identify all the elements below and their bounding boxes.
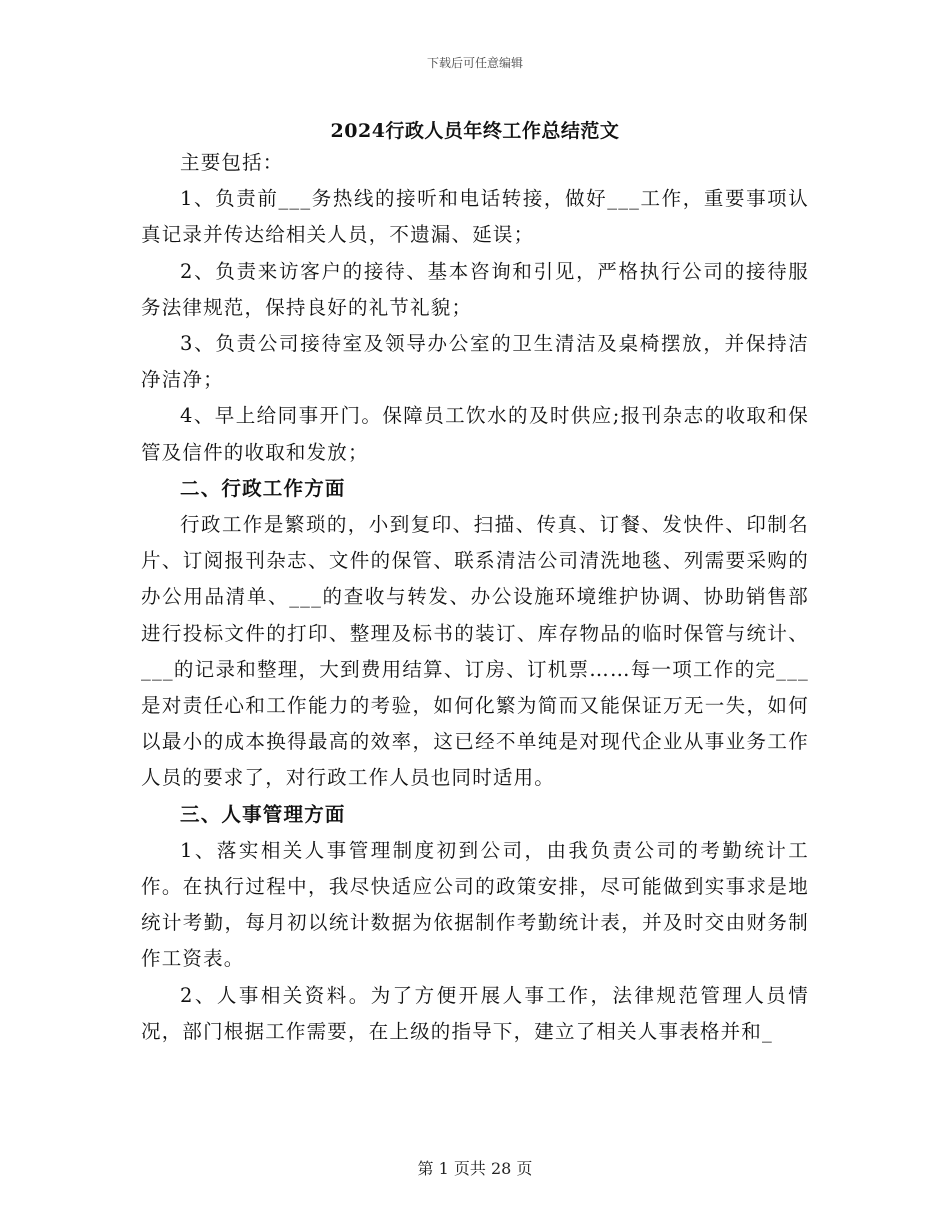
- paragraph-intro: 主要包括：: [180, 151, 284, 174]
- paragraph-item-2: 2、负责来访客户的接待、基本咨询和引见，严格执行公司的接待服务法律规范，保持良好的礼节礼貌；: [141, 259, 809, 319]
- document-title: 2024行政人员年终工作总结范文: [330, 120, 620, 142]
- paragraph-item-1: 1、负责前___务热线的接听和电话转接，做好___工作，重要事项认真记录并传达给相关人员，不遗漏、延误；: [141, 187, 809, 247]
- header-note: 下载后可任意编辑: [426, 56, 523, 70]
- page-number-footer: 第 1 页共 28 页: [417, 1159, 533, 1178]
- section-heading-admin: 二、行政工作方面: [180, 476, 346, 500]
- paragraph-admin-work: 行政工作是繁琐的，小到复印、扫描、传真、订餐、发快件、印制名片、订阅报刊杂志、文件的保管、联系清洁公司清洗地毯、列需要采购的办公用品清单、___的查收与转发、办公设施环境维护协调、协助销售部进行投标文件的打印、整理及标书的装订、库存物品的临时保管与统计、___的记录和整理，大到费用结算、订房、订机票……每一项工作的完___是对责任心和工作能力的考验，如何化繁为简而又能保证万无一失，如何以最小的成本换得最高的效率，这已经不单纯是对现代企业从事业务工作人员的要求了，对行政工作人员也同时适用。: [141, 513, 809, 790]
- paragraph-hr-2: 2、人事相关资料。为了方便开展人事工作，法律规范管理人员情况，部门根据工作需要，在上级的指导下，建立了相关人事表格并和_: [141, 983, 809, 1043]
- document-body: [141, 145, 809, 1050]
- paragraph-hr-1: 1、落实相关人事管理制度初到公司，由我负责公司的考勤统计工作。在执行过程中，我尽快适应公司的政策安排，尽可能做到实事求是地统计考勤，每月初以统计数据为依据制作考勤统计表，并及时交由财务制作工资表。: [141, 838, 809, 971]
- paragraph-item-3: 3、负责公司接待室及领导办公室的卫生清洁及桌椅摆放，并保持洁净洁净；: [141, 332, 809, 392]
- section-heading-hr: 三、人事管理方面: [180, 802, 346, 826]
- paragraph-item-4: 4、早上给同事开门。保障员工饮水的及时供应;报刊杂志的收取和保管及信件的收取和发放；: [141, 404, 809, 464]
